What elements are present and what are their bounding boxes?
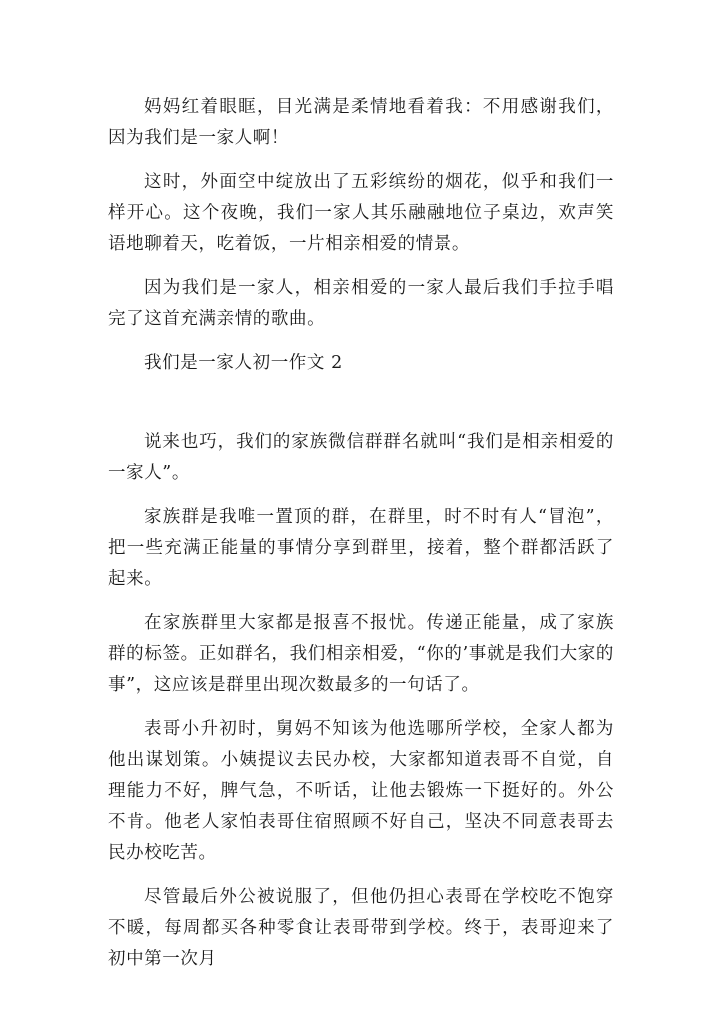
- paragraph: 家族群是我唯一置顶的群，在群里，时不时有人“冒泡”，把一些充满正能量的事情分享到群里，接着，整个群都活跃了起来。: [108, 507, 614, 589]
- document-page: [108, 92, 614, 988]
- paragraph: 在家族群里大家都是报喜不报忧。传递正能量，成了家族群的标签。正如群名，我们相亲相爱，“你的’事就是我们大家的事”，这应该是群里出现次数最多的一句话了。: [108, 613, 614, 695]
- section-spacer: [108, 392, 614, 427]
- paragraph: 这时，外面空中绽放出了五彩缤纷的烟花，似乎和我们一样开心。这个夜晚，我们一家人其乐融融地位子桌边，欢声笑语地聊着天，吃着饭，一片相亲相爱的情景。: [108, 172, 614, 254]
- paragraph: 说来也巧，我们的家族微信群群名就叫“我们是相亲相爱的一家人”。: [108, 432, 614, 483]
- section-title: 我们是一家人初一作文 2: [144, 353, 343, 373]
- paragraph: 表哥小升初时，舅妈不知该为他选哪所学校，全家人都为他出谋划策。小姨提议去民办校，大家都知道表哥不自觉，自理能力不好，脾气急，不听话，让他去锻炼一下挺好的。外公不肯。他老人家怕表哥住宿照顾不好自己，坚决不同意表哥去民办校吃苦。: [108, 719, 614, 863]
- paragraph: 妈妈红着眼眶，目光满是柔情地看着我：不用感谢我们，因为我们是一家人啊！: [108, 97, 614, 148]
- paragraph: 尽管最后外公被说服了，但他仍担心表哥在学校吃不饱穿不暖，每周都买各种零食让表哥带到学校。终于，表哥迎来了初中第一次月: [108, 887, 614, 969]
- paragraph: 因为我们是一家人，相亲相爱的一家人最后我们手拉手唱完了这首充满亲情的歌曲。: [108, 278, 614, 329]
